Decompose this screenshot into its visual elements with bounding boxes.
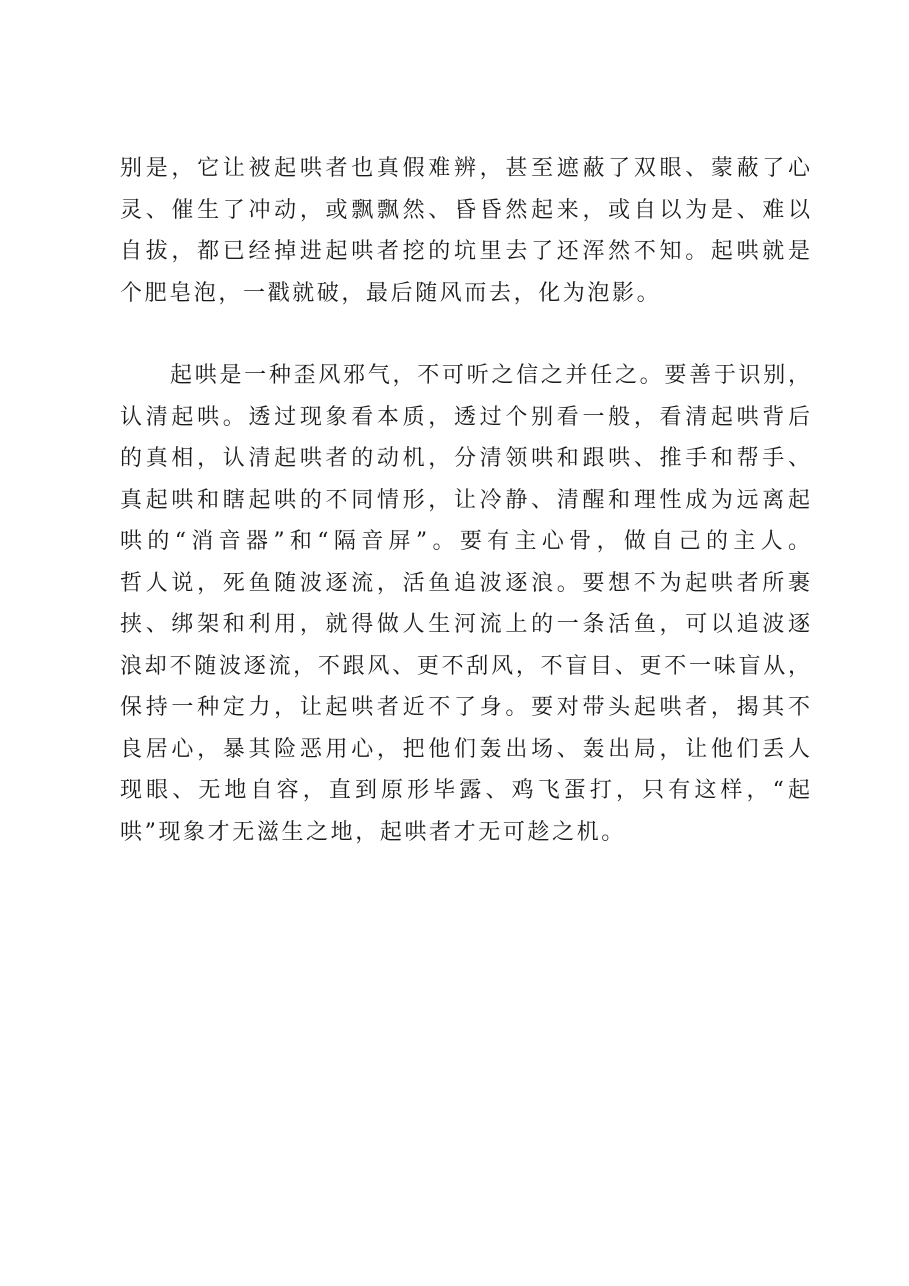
paragraph-line: 哄”现象才无滋生之地，起哄者才无可趁之机。	[120, 819, 626, 845]
paragraph-line: 现眼、无地自容，直到原形毕露、鸡飞蛋打，只有这样，“起	[120, 778, 810, 803]
paragraph-line: 哄的“消音器”和“隔音屏”。要有主心骨，做自己的主人。	[120, 529, 810, 554]
paragraph-line: 真起哄和瞎起哄的不同情形，让冷静、清醒和理性成为远离起	[120, 487, 810, 513]
paragraph-line: 自拔，都已经掉进起哄者挖的坑里去了还浑然不知。起哄就是	[120, 239, 810, 264]
paragraph-line: 别是，它让被起哄者也真假难辨，甚至遮蔽了双眼、蒙蔽了心	[120, 156, 810, 181]
paragraph-line: 灵、催生了冲动，或飘飘然、昏昏然起来，或自以为是、难以	[120, 197, 810, 223]
paragraph-2	[120, 355, 810, 853]
paragraph-line: 起哄是一种歪风邪气，不可听之信之并任之。要善于识别，	[170, 363, 810, 388]
paragraph-line: 哲人说，死鱼随波逐流，活鱼追波逐浪。要想不为起哄者所裹	[120, 570, 810, 596]
paragraph-line: 良居心，暴其险恶用心，把他们轰出场、轰出局，让他们丢人	[120, 736, 810, 762]
paragraph-line: 保持一种定力，让起哄者近不了身。要对带头起哄者，揭其不	[120, 695, 810, 720]
paragraph-line: 个肥皂泡，一戳就破，最后随风而去，化为泡影。	[120, 280, 662, 306]
paragraph-1	[120, 148, 810, 314]
paragraph-line: 浪却不随波逐流，不跟风、更不刮风，不盲目、更不一味盲从，	[120, 653, 810, 679]
paragraph-line: 认清起哄。透过现象看本质，透过个别看一般，看清起哄背后	[120, 404, 810, 430]
paragraph-line: 的真相，认清起哄者的动机，分清领哄和跟哄、推手和帮手、	[120, 446, 810, 471]
paragraph-line: 挟、绑架和利用，就得做人生河流上的一条活鱼，可以追波逐	[120, 612, 810, 637]
